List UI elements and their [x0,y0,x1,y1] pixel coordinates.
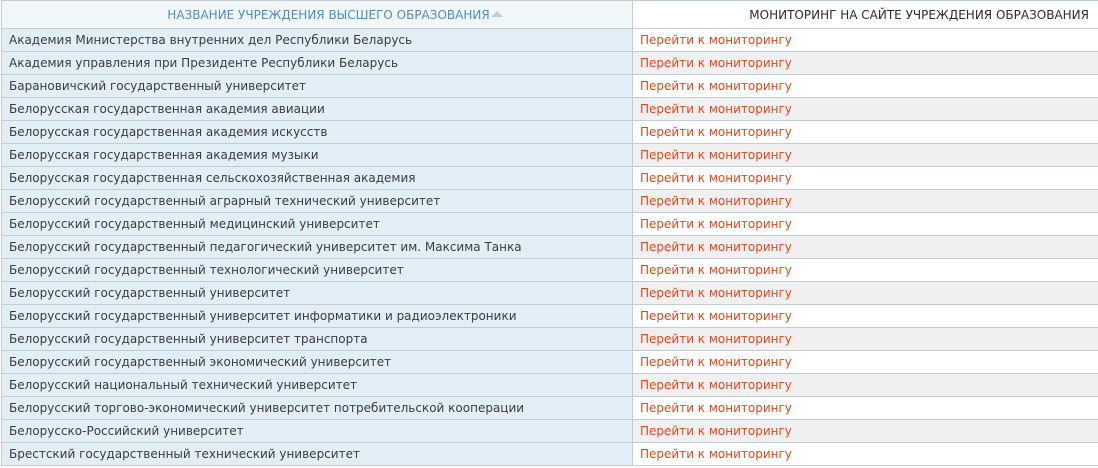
column-header-monitoring-label: МОНИТОРИНГ НА САЙТЕ УЧРЕЖДЕНИЯ ОБРАЗОВАНИЯ [749,7,1089,22]
monitoring-link-cell [633,144,1098,167]
column-header-name[interactable] [2,1,633,29]
monitoring-link[interactable]: Перейти к мониторингу [640,378,792,392]
table-row [2,121,1098,144]
university-name: Белорусский государственный педагогический университет им. Максима Танка [9,240,522,254]
university-name-cell [2,167,633,190]
university-name: Белорусская государственная академия искусств [9,125,328,139]
university-name: Белорусский государственный медицинский университет [9,217,380,231]
table-row [2,305,1098,328]
monitoring-link[interactable]: Перейти к мониторингу [640,309,792,323]
university-name-cell [2,29,633,52]
table-header [2,1,1098,29]
monitoring-link[interactable]: Перейти к мониторингу [640,286,792,300]
table-row [2,190,1098,213]
university-name: Белорусский государственный технологический университет [9,263,404,277]
table-row [2,167,1098,190]
monitoring-link[interactable]: Перейти к мониторингу [640,447,792,461]
university-name: Брестский государственный технический университет [9,447,360,461]
table-row [2,351,1098,374]
monitoring-link-cell [633,167,1098,190]
monitoring-link-cell [633,397,1098,420]
sort-ascending-icon[interactable] [491,11,503,17]
university-name-cell [2,282,633,305]
monitoring-link[interactable]: Перейти к мониторингу [640,355,792,369]
table-row [2,328,1098,351]
monitoring-link-cell [633,236,1098,259]
table-row [2,374,1098,397]
column-header-name-label: НАЗВАНИЕ УЧРЕЖДЕНИЯ ВЫСШЕГО ОБРАЗОВАНИЯ [167,7,490,22]
university-name-cell [2,190,633,213]
university-name-cell [2,305,633,328]
university-name: Белорусский национальный технический университет [9,378,358,392]
university-name-cell [2,75,633,98]
table-row [2,29,1098,52]
monitoring-link-cell [633,75,1098,98]
monitoring-link-cell [633,282,1098,305]
university-name-cell [2,328,633,351]
column-header-monitoring [633,1,1098,29]
monitoring-link-cell [633,328,1098,351]
monitoring-link[interactable]: Перейти к мониторингу [640,424,792,438]
table-row [2,259,1098,282]
monitoring-link[interactable]: Перейти к мониторингу [640,56,792,70]
column-header-name-wrap [131,8,502,22]
monitoring-link[interactable]: Перейти к мониторингу [640,102,792,116]
university-name-cell [2,397,633,420]
table-row [2,75,1098,98]
monitoring-link-cell [633,443,1098,466]
header-row [2,1,1098,29]
table-row [2,213,1098,236]
university-name: Белорусский торгово-экономический университет потребительской кооперации [9,401,525,415]
monitoring-link-cell [633,52,1098,75]
university-name: Академия управления при Президенте Республики Беларусь [9,56,399,70]
university-name-cell [2,121,633,144]
monitoring-link-cell [633,29,1098,52]
monitoring-link-cell [633,259,1098,282]
university-name: Белорусский государственный университет информатики и радиоэлектроники [9,309,517,323]
monitoring-link[interactable]: Перейти к мониторингу [640,194,792,208]
table-row [2,282,1098,305]
university-name: Белорусско-Российский университет [9,424,244,438]
university-name: Белорусская государственная сельскохозяйственная академия [9,171,416,185]
university-name-cell [2,420,633,443]
university-name-cell [2,213,633,236]
monitoring-link[interactable]: Перейти к мониторингу [640,240,792,254]
table-row [2,443,1098,466]
monitoring-link[interactable]: Перейти к мониторингу [640,125,792,139]
monitoring-link-cell [633,420,1098,443]
monitoring-link-cell [633,351,1098,374]
monitoring-link[interactable]: Перейти к мониторингу [640,332,792,346]
university-name: Белорусская государственная академия авиации [9,102,325,116]
monitoring-link-cell [633,98,1098,121]
university-name-cell [2,374,633,397]
monitoring-link[interactable]: Перейти к мониторингу [640,148,792,162]
university-name: Белорусская государственная академия музыки [9,148,319,162]
university-name-cell [2,443,633,466]
university-name-cell [2,98,633,121]
table-row [2,420,1098,443]
monitoring-link[interactable]: Перейти к мониторингу [640,79,792,93]
table-row [2,397,1098,420]
university-name: Белорусский государственный университет [9,286,291,300]
universities-table [1,0,1098,466]
university-name: Барановичский государственный университет [9,79,306,93]
university-name: Белорусский государственный университет транспорта [9,332,368,346]
university-name-cell [2,351,633,374]
monitoring-link[interactable]: Перейти к мониторингу [640,171,792,185]
university-name: Белорусский государственный экономический университет [9,355,392,369]
monitoring-link[interactable]: Перейти к мониторингу [640,263,792,277]
monitoring-link-cell [633,213,1098,236]
monitoring-link[interactable]: Перейти к мониторингу [640,401,792,415]
monitoring-link-cell [633,190,1098,213]
table-row [2,144,1098,167]
monitoring-link-cell [633,121,1098,144]
university-name-cell [2,236,633,259]
table-row [2,236,1098,259]
monitoring-link[interactable]: Перейти к мониторингу [640,217,792,231]
monitoring-link[interactable]: Перейти к мониторингу [640,33,792,47]
table-row [2,52,1098,75]
university-name: Белорусский государственный аграрный технический университет [9,194,441,208]
monitoring-link-cell [633,305,1098,328]
university-name: Академия Министерства внутренних дел Республики Беларусь [9,33,413,47]
table-body [2,29,1098,466]
table-row [2,98,1098,121]
university-name-cell [2,144,633,167]
university-name-cell [2,259,633,282]
monitoring-link-cell [633,374,1098,397]
university-name-cell [2,52,633,75]
